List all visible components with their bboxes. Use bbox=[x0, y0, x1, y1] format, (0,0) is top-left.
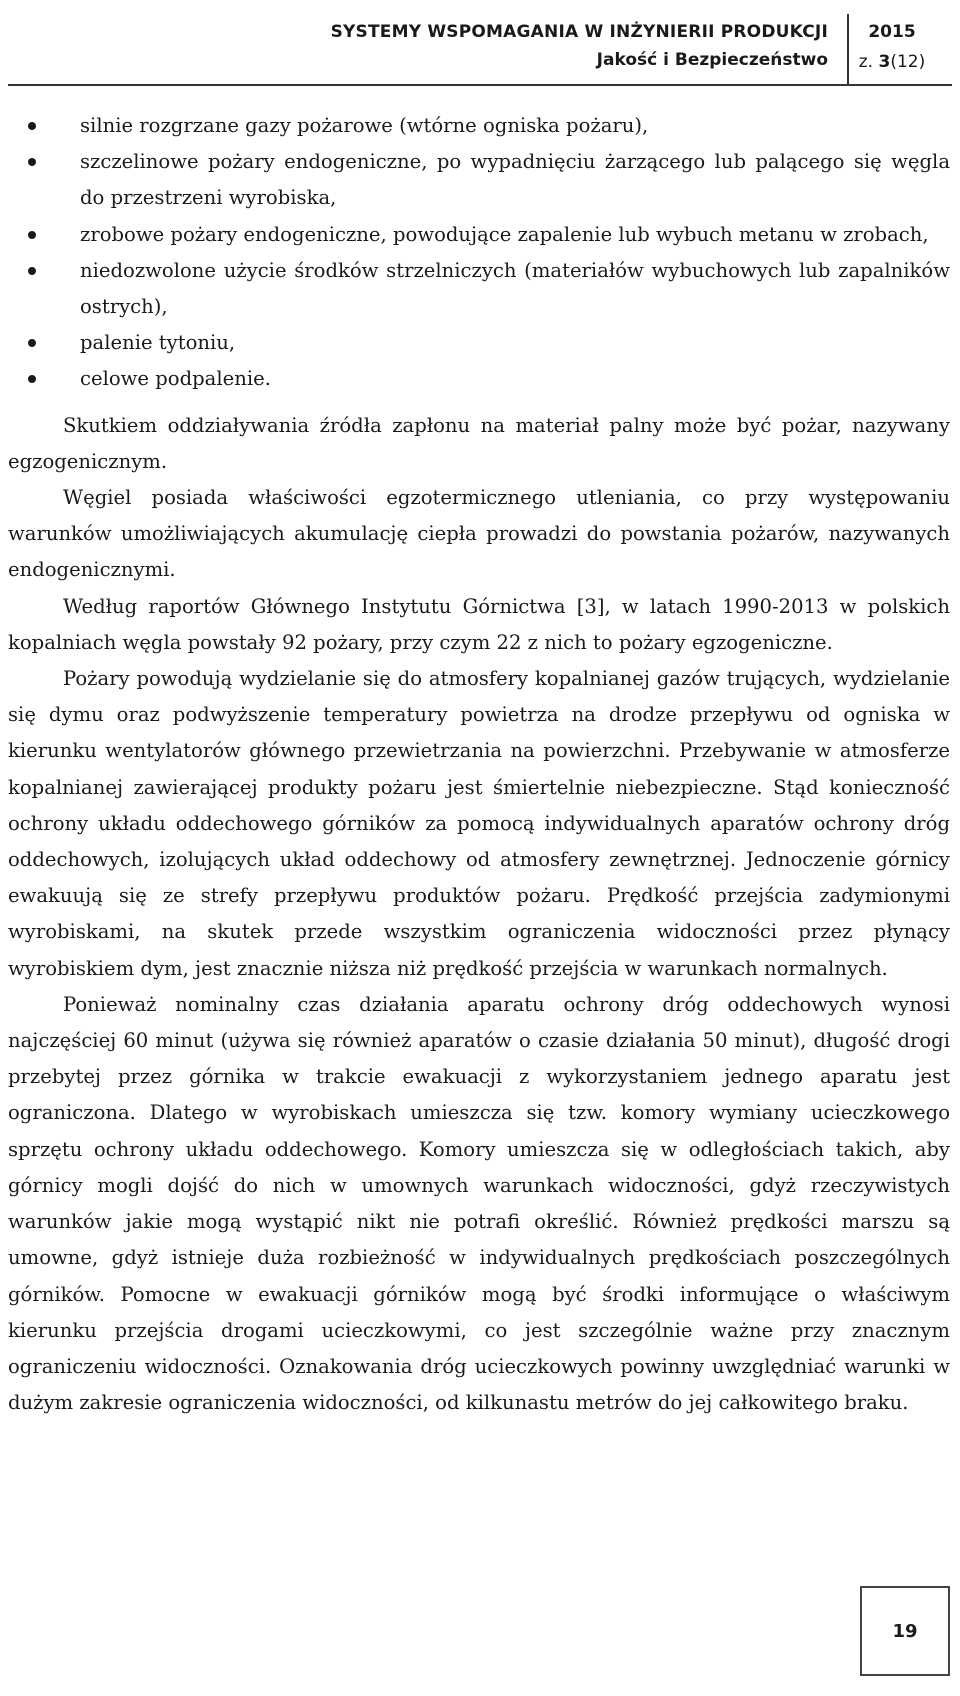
header-vertical-rule bbox=[847, 14, 849, 84]
paragraph: Ponieważ nominalny czas działania aparatu ochrony dróg oddechowych wynosi najczęściej 60 minut (używa się również aparatów o czasie działania 50 minut), długość drogi przebytej przez górnika w trakcie ewakuacji z wykorzystaniem jednego aparatu jest ograniczona. Dlatego w wyrobiskach umieszcza się tzw. komory wymiany ucieczkowego sprzętu ochrony układu oddechowego. Komory umieszcza się w odległościach takich, aby górnicy mogli dojść do nich w umownych warunkach widoczności, gdyż rzeczywistych warunków jakie mogą wystąpić nikt nie potrafi określić. Również prędkości marszu są umowne, gdyż istnieje duża rozbieżność w indywidualnych prędkościach poszczególnych górników. Pomocne w ewakuacji górników mogą być środki informujące o właściwym kierunku przejścia drogami ucieczkowymi, co jest szczególnie ważne przy znacznym ograniczeniu widoczności. Oznakowania dróg ucieczkowych powinny uwzględniać warunki w dużym zakresie ograniczenia widoczności, od kilkunastu metrów do jej całkowitego braku. bbox=[8, 992, 950, 1415]
header-horizontal-rule bbox=[8, 84, 952, 86]
bullet-icon bbox=[28, 267, 36, 275]
list-item bbox=[8, 325, 950, 361]
journal-year: 2015 bbox=[868, 22, 916, 42]
issue-prefix: z. bbox=[858, 52, 879, 72]
bullet-icon bbox=[28, 122, 36, 130]
list-item-text: silnie rozgrzane gazy pożarowe (wtórne ogniska pożaru), bbox=[80, 114, 649, 137]
issue-suffix: (12) bbox=[890, 52, 926, 72]
list-item bbox=[8, 253, 950, 325]
journal-issue bbox=[840, 52, 944, 72]
list-item bbox=[8, 361, 950, 397]
bullet-icon bbox=[28, 375, 36, 383]
paragraph: Pożary powodują wydzielanie się do atmosfery kopalnianej gazów trujących, wydzielanie się dymu oraz podwyższenie temperatury powietrza na drodze przepływu od ogniska w kierunku wentylatorów głównego przewietrzania na powierzchni. Przebywanie w atmosferze kopalnianej zawierającej produkty pożaru jest śmiertelnie niebezpieczne. Stąd konieczność ochrony układu oddechowego górników za pomocą indywidualnych aparatów ochrony dróg oddechowych, izolujących układ oddechowy od atmosfery zewnętrznej. Jednoczenie górnicy ewakuują się ze strefy przepływu produktów pożaru. Prędkość przejścia zadymionymi wyrobiskami, na skutek przede wszystkim ograniczenia widoczności przez płynący wyrobiskiem dym, jest znacznie niższa niż prędkość przejścia w warunkach normalnych. bbox=[8, 667, 950, 980]
list-item-text: niedozwolone użycie środków strzelniczych (materiałów wybuchowych lub zapalników ostrych), bbox=[80, 258, 950, 319]
journal-subtitle: Jakość i Bezpieczeństwo bbox=[596, 50, 828, 70]
list-item bbox=[8, 144, 950, 216]
list-item-text: zrobowe pożary endogeniczne, powodujące zapalenie lub wybuch metanu w zrobach, bbox=[80, 222, 929, 246]
bullet-icon bbox=[28, 231, 36, 239]
list-item-text: szczelinowe pożary endogeniczne, po wypadnięciu żarzącego lub palącego się węgla do przestrzeni wyrobiska, bbox=[80, 150, 950, 210]
page-number: 19 bbox=[860, 1586, 950, 1676]
bullet-icon bbox=[28, 339, 36, 347]
fire-sources-list bbox=[8, 108, 950, 398]
list-item bbox=[8, 217, 950, 253]
running-header bbox=[0, 14, 960, 80]
bullet-icon bbox=[28, 158, 36, 166]
article-body bbox=[8, 108, 950, 1421]
list-item-text: palenie tytoniu, bbox=[80, 331, 236, 355]
journal-title: SYSTEMY WSPOMAGANIA W INŻYNIERII PRODUKCJI bbox=[330, 22, 828, 42]
issue-number: 3 bbox=[878, 52, 891, 72]
paragraph: Węgiel posiada właściwości egzotermicznego utleniania, co przy występowaniu warunków umożliwiających akumulację ciepła prowadzi do powstania pożarów, nazywanych endogenicznymi. bbox=[8, 486, 950, 582]
list-item bbox=[8, 108, 950, 144]
paragraph: Według raportów Głównego Instytutu Górnictwa [3], w latach 1990-2013 w polskich kopalniach węgla powstały 92 pożary, przy czym 22 z nich to pożary egzogeniczne. bbox=[8, 594, 950, 654]
paragraph: Skutkiem oddziaływania źródła zapłonu na materiał palny może być pożar, nazywany egzogenicznym. bbox=[8, 413, 950, 473]
list-item-text: celowe podpalenie. bbox=[80, 367, 271, 391]
